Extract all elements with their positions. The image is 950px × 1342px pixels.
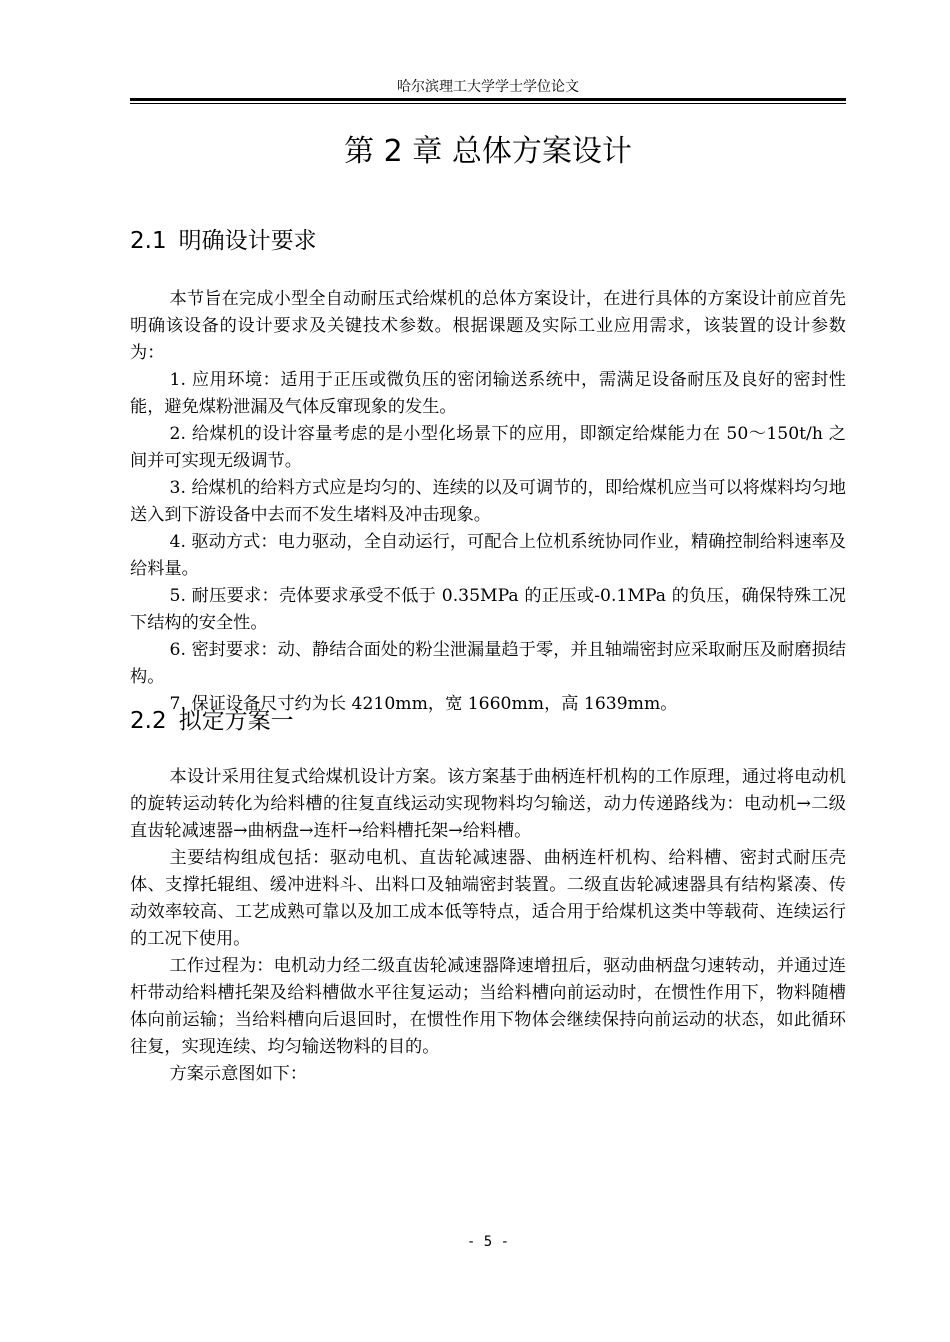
requirement-item: 5. 耐压要求：壳体要求承受不低于 0.35MPa 的正压或-0.1MPa 的负压，确保特殊工况下结构的安全性。 bbox=[130, 586, 846, 633]
requirement-item: 6. 密封要求：动、静结合面处的粉尘泄漏量趋于零，并且轴端密封应采取耐压及耐磨损结构。 bbox=[130, 640, 846, 687]
section-title-text: 明确设计要求 bbox=[178, 228, 317, 254]
section-title-text: 拟定方案一 bbox=[178, 708, 294, 734]
section-heading-2-1 bbox=[130, 226, 846, 256]
section-2-2-body bbox=[130, 764, 846, 1088]
requirement-item: 2. 给煤机的设计容量考虑的是小型化场景下的应用，即额定给煤能力在 50～150t/h 之间并可实现无级调节。 bbox=[130, 424, 846, 471]
chapter-title: 第 2 章 总体方案设计 bbox=[344, 134, 632, 169]
paragraph: 本节旨在完成小型全自动耐压式给煤机的总体方案设计，在进行具体的方案设计前应首先明确该设备的设计要求及关键技术参数。根据课题及实际工业应用需求，该装置的设计参数为： bbox=[130, 289, 846, 363]
paragraph: 方案示意图如下： bbox=[169, 1064, 308, 1084]
header-rule-thick bbox=[130, 98, 846, 101]
requirement-item: 3. 给煤机的给料方式应是均匀的、连续的以及可调节的，即给煤机应当可以将煤料均匀地送入到下游设备中去而不发生堵料及冲击现象。 bbox=[130, 478, 846, 525]
paragraph: 主要结构组成包括：驱动电机、直齿轮减速器、曲柄连杆机构、给料槽、密封式耐压壳体、支撑托辊组、缓冲进料斗、出料口及轴端密封装置。二级直齿轮减速器具有结构紧凑、传动效率较高、工艺成熟可靠以及加工成本低等特点，适合用于给煤机这类中等载荷、连续运行的工况下使用。 bbox=[130, 848, 846, 949]
requirement-item: 4. 驱动方式：电力驱动，全自动运行，可配合上位机系统协同作业，精确控制给料速率及给料量。 bbox=[130, 532, 846, 579]
requirement-item: 1. 应用环境：适用于正压或微负压的密闭输送系统中，需满足设备耐压及良好的密封性能，避免煤粉泄漏及气体反窜现象的发生。 bbox=[130, 370, 846, 417]
paragraph: 工作过程为：电机动力经二级直齿轮减速器降速增扭后，驱动曲柄盘匀速转动，并通过连杆带动给料槽托架及给料槽做水平往复运动；当给料槽向前运动时，在惯性作用下，物料随槽体向前运输；当给料槽向后退回时，在惯性作用下物体会继续保持向前运动的状态，如此循环往复，实现连续、均匀输送物料的目的。 bbox=[130, 956, 846, 1057]
requirement-item: 7. 保证设备尺寸约为长 4210mm，宽 1660mm，高 1639mm。 bbox=[169, 694, 678, 714]
section-heading-2-2 bbox=[130, 706, 846, 736]
page-number: - 5 - bbox=[466, 1234, 510, 1250]
section-2-1-body bbox=[130, 286, 846, 718]
running-header: 哈尔滨理工大学学士学位论文 bbox=[397, 79, 579, 95]
section-number: 2.2 bbox=[130, 708, 167, 734]
section-number: 2.1 bbox=[130, 228, 167, 254]
header-rule-thin bbox=[130, 103, 846, 104]
paragraph: 本设计采用往复式给煤机设计方案。该方案基于曲柄连杆机构的工作原理，通过将电动机的旋转运动转化为给料槽的往复直线运动实现物料均匀输送，动力传递路线为：电动机→二级直齿轮减速器→曲柄盘→连杆→给料槽托架→给料槽。 bbox=[130, 767, 846, 841]
